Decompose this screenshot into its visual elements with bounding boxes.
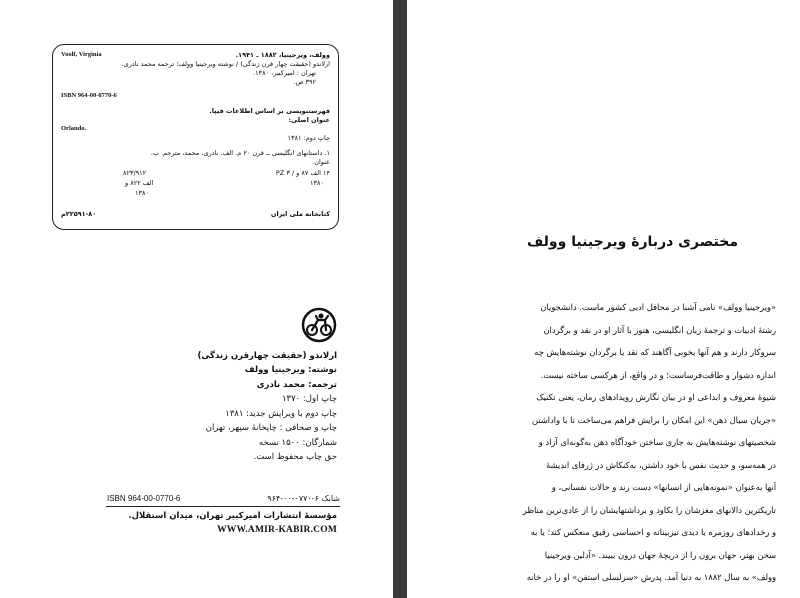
text-line: سخن بهتر، جهان برون را از دریچهٔ جهان درون ببیند. «آدلین ویرجینیا	[544, 549, 776, 560]
card-imprint: تهران : امیرکبیر، ۱۳۸۰.	[253, 69, 316, 77]
card-author-fa: وولف، ویرجینیا، ۱۸۸۲ ـ ۱۹۴۱.	[235, 51, 330, 59]
card-fipa: فهرستنویسی بر اساس اطلاعات فیپا.	[209, 107, 330, 115]
book-gutter	[393, 0, 407, 598]
publisher-book-title: ارلاندو (حقیقت چهارقرن زندگی)	[197, 351, 337, 361]
text-line: آنها به‌عنوان «نمونه‌هایی از انسانها» دست زند و حالات نفسانی، و	[551, 482, 776, 492]
card-original-title: Orlando.	[61, 125, 87, 132]
body-text	[439, 296, 776, 589]
card-original-title-label: عنوان اصلی:	[288, 116, 330, 124]
publisher-website: WWW.AMIR-KABIR.COM	[217, 525, 337, 535]
card-edition: چاپ دوم: ۱۳۸۱	[287, 134, 330, 142]
chapter-title: مختصری دربارهٔ ویرجینیا وولف	[526, 234, 738, 250]
card-title-line: ارلاندو (حقیقت چهار قرن زندگی) / نوشته ویرجینیا وولف؛ ترجمه محمد نادری.	[121, 60, 330, 68]
publisher-second-print: چاپ دوم با ویرایش جدید: ۱۳۸۱	[225, 409, 337, 419]
card-library: کتابخانه ملی ایران	[270, 210, 330, 218]
publisher-translator: ترجمه: محمد نادری	[256, 380, 337, 390]
cataloging-card	[52, 44, 339, 230]
isbn-persian: شابک ۶-۰۷۷۰-۰۰-۹۶۴	[267, 494, 340, 503]
card-dewey-2: الف ۸۲۲ و	[125, 179, 154, 187]
right-page	[407, 0, 800, 598]
isbn-english: ISBN 964-00-0770-6	[107, 494, 181, 503]
text-line: اندازه دشوار و طاقت‌فرساست؛ و در واقع، از هرکسی ساخته نیست.	[540, 369, 776, 380]
text-line: «ویرجینیا وولف» نامی آشنا در محافل ادبی کشور ماست. دانشجویان	[540, 302, 776, 312]
text-line: تاریکترین دالانهای مغزشان را بکاود و برداشتهایشان را از عادی‌ترین مناظر	[522, 504, 776, 515]
publisher-address: مؤسسهٔ انتشارات امیرکبیر تهران، میدان استقلال.	[128, 511, 337, 521]
text-line: شیوهٔ معروف و ابداعی او در بیان نگارش رویدادهای رمان، یعنی تکنیک	[536, 392, 776, 402]
card-pages: ۳۹۲ ص.	[293, 78, 316, 86]
publisher-logo-icon	[301, 307, 337, 343]
text-line: «جریان سیال ذهن» این امکان را برایش فراهم می‌ساخت تا با واداشتن	[531, 414, 776, 425]
publisher-first-print: چاپ اول: ۱۳۷۰	[281, 394, 337, 404]
left-page	[0, 0, 393, 598]
card-subject: ۱. داستانهای انگلیسی ــ قرن ۲۰ م. الف. نادری، محمد، مترجم. ب.	[150, 149, 330, 157]
card-dewey-1: ۸۲۳/۹۱۲	[123, 169, 147, 177]
divider	[106, 506, 340, 507]
card-lc-class: ۱۴ الف ۸۷ و / ۳ PZ	[275, 169, 330, 177]
text-line: رشتهٔ ادبیات و ترجمهٔ زبان انگلیسی، هنوز با آثار او در نقد و برگردان	[543, 324, 776, 335]
card-lc-year: ۱۳۸۰	[310, 179, 324, 187]
card-dewey-3: ۱۳۸۰	[135, 189, 149, 197]
text-line: در همه‌سو، و حدیث نفس با خود داشتن، به‌کنکاش در ژرفای اندیشهٔ	[546, 459, 776, 470]
card-author-en: Voolf, Virginia	[61, 51, 102, 58]
card-title-label: عنوان.	[312, 158, 330, 166]
publisher-rights: حق چاپ محفوظ است.	[253, 452, 337, 462]
text-line: شخصیتهای نوشته‌هایش به جاری ساختن خودآگاه ذهن به‌گونه‌ای آزاد و	[538, 437, 776, 447]
text-line: وولف» به سال ۱۸۸۲ به دنیا آمد. پدرش «سرلسلی استفن» او را در خانه	[526, 572, 776, 582]
card-national-number: ۲۲۵۹۱-۸۰م	[61, 210, 97, 218]
card-isbn: ISBN 964-00-0770-6	[61, 92, 117, 99]
publisher-printer: چاپ و صحافی : چاپخانهٔ سپهر، تهران	[205, 423, 337, 433]
text-line: و رخدادهای روزمره با دیدی تیزبینانه و احساسی رقیق منعکس کند؛ یا به	[530, 527, 776, 537]
text-line: سروکار دارند و هم آنها بخوبی آگاهند که نقد یا برگردان نوشته‌هایش چه	[534, 347, 776, 357]
publisher-copies: شمارگان: ۱۵۰۰ نسخه	[258, 438, 337, 448]
publisher-author: نوشته: ویرجینیا وولف	[244, 365, 337, 375]
